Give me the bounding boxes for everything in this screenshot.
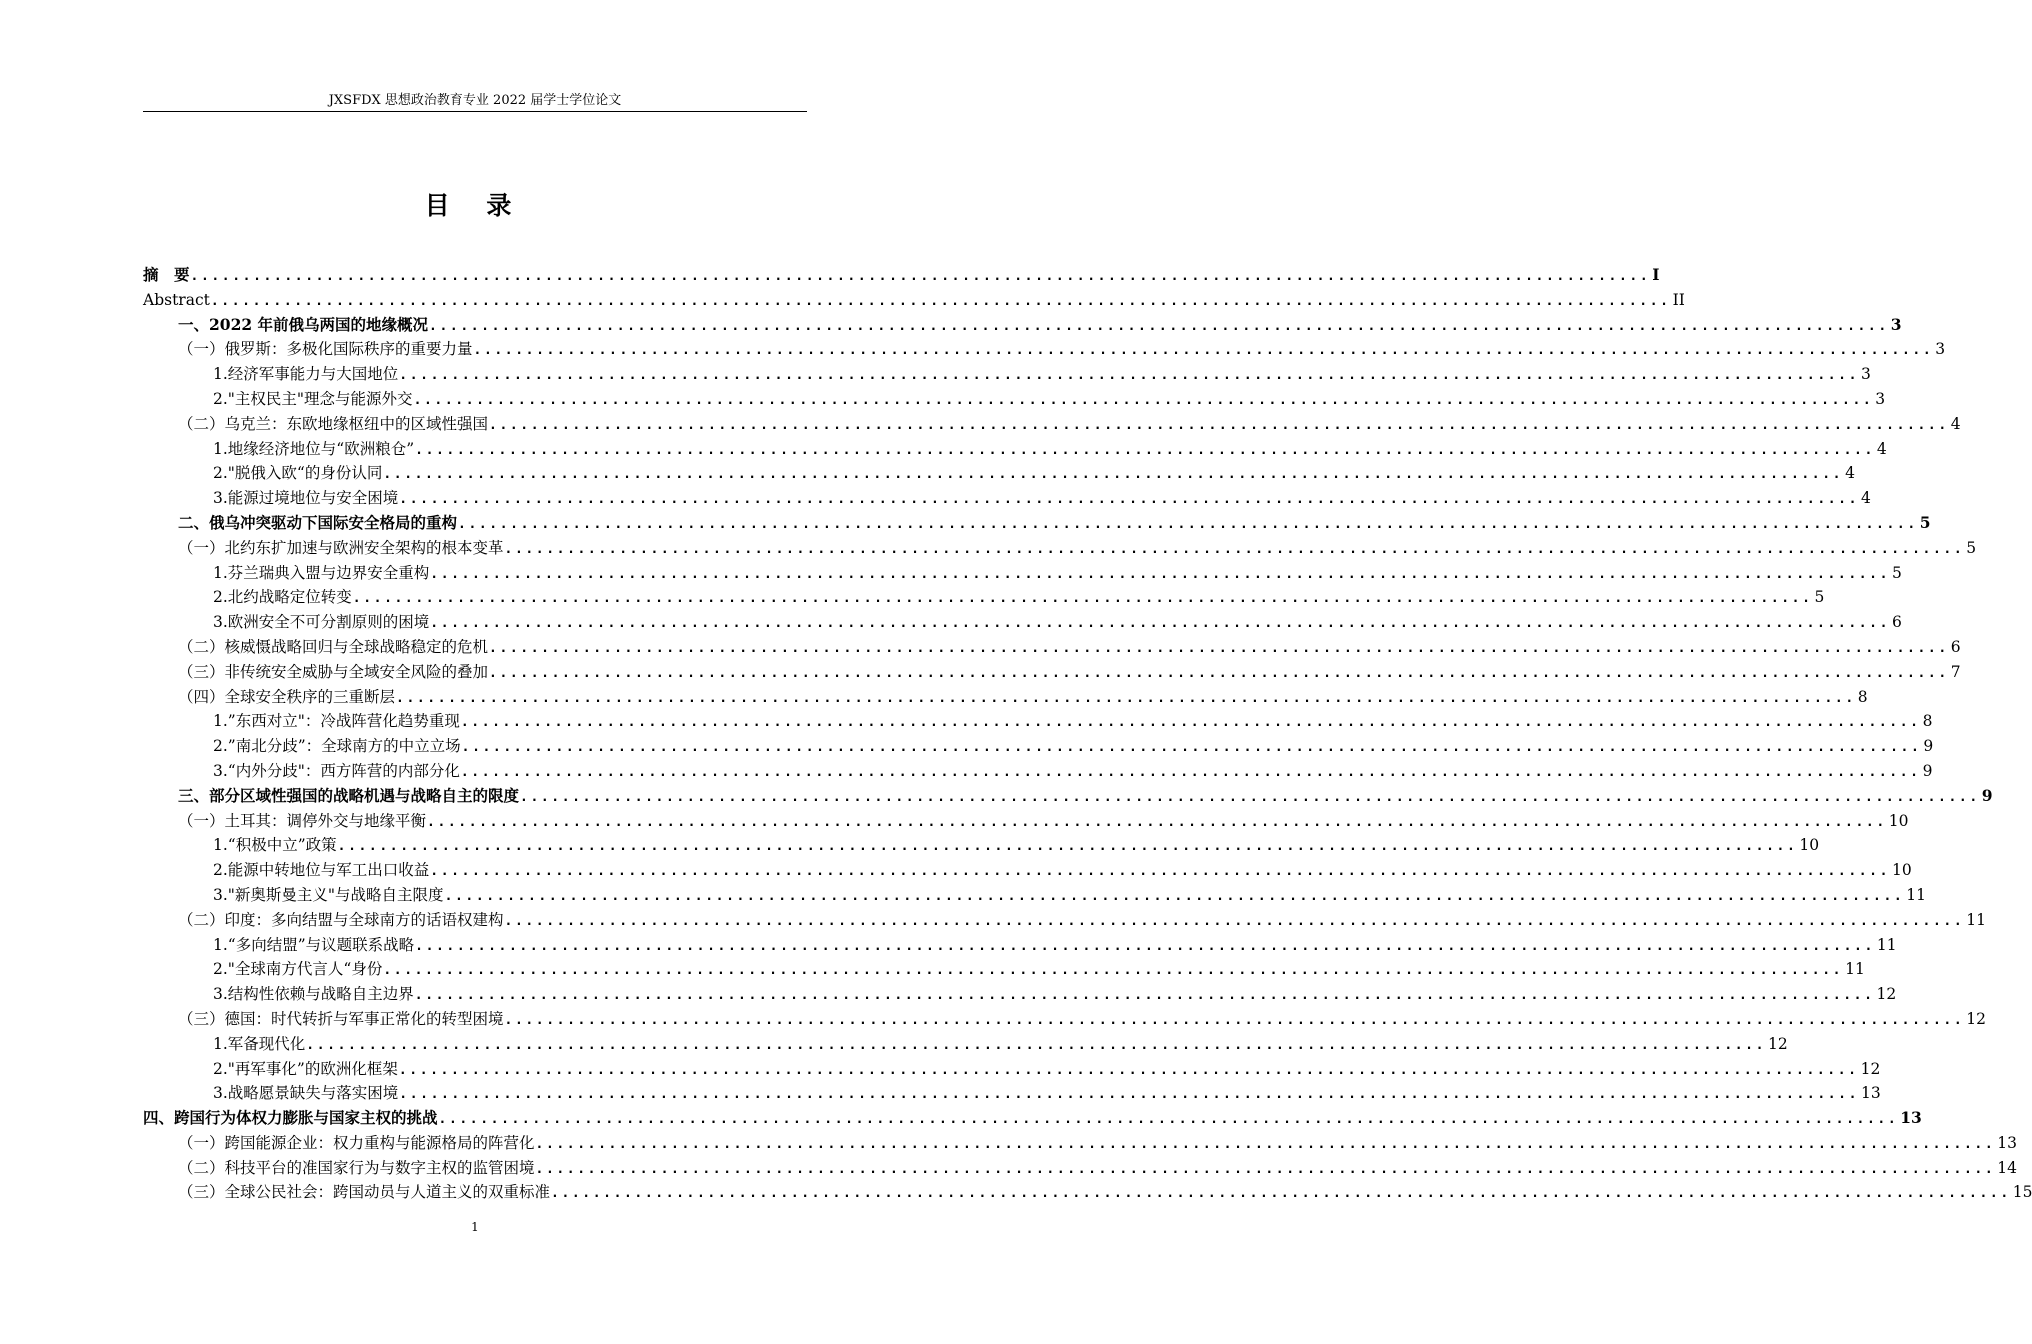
toc-entry-label: 2.”南北分歧”：全球南方的中立立场: [213, 737, 461, 756]
toc-entry[interactable]: [143, 809, 1909, 834]
toc-entry[interactable]: [143, 635, 1961, 660]
toc-entry-label: 3.结构性依赖与战略自主边界: [213, 985, 414, 1004]
toc-entry-label: 2.能源中转地位与军工出口收益: [213, 861, 430, 880]
toc-entry-label: 2.北约战略定位转变: [213, 588, 352, 607]
toc-entry[interactable]: [143, 883, 1927, 908]
toc-entry[interactable]: [143, 833, 1820, 858]
toc-leader-dots: ............................................................................................................................................: [210, 293, 1671, 309]
toc-entry-label: 3.能源过境地位与安全困境: [213, 489, 399, 508]
toc-entry[interactable]: [143, 685, 1868, 710]
toc-entry[interactable]: [143, 982, 1897, 1007]
toc-entry-label: （三）德国：时代转折与军事正常化的转型困境: [178, 1009, 504, 1028]
toc-leader-dots: ............................................................................................................................................: [504, 541, 1965, 557]
toc-entry-page: 9: [1922, 761, 1933, 780]
toc-entry-page: 5: [1966, 538, 1977, 557]
table-of-contents: [143, 263, 2032, 1205]
toc-entry-label: 3.“内外分歧"：西方阵营的内部分化: [213, 761, 460, 780]
toc-entry-label: 1.军备现代化: [213, 1034, 306, 1053]
toc-leader-dots: ............................................................................................................................................: [489, 640, 1949, 656]
toc-leader-dots: ............................................................................................................................................: [399, 368, 1860, 384]
toc-entry[interactable]: [143, 288, 1685, 313]
toc-entry[interactable]: [143, 1057, 1881, 1082]
toc-entry[interactable]: [143, 536, 1977, 561]
toc-entry-label: 四、跨国行为体权力膨胀与国家主权的挑战: [143, 1108, 438, 1128]
toc-entry[interactable]: [143, 957, 1865, 982]
toc-entry-label: 3."新奥斯曼主义"与战略自主限度: [213, 885, 444, 904]
toc-entry[interactable]: [143, 709, 1933, 734]
toc-entry-page: 13: [1900, 1108, 1922, 1128]
toc-leader-dots: ............................................................................................................................................: [504, 913, 1965, 929]
toc-leader-dots: ............................................................................................................................................: [520, 789, 1980, 805]
toc-entry-label: 2."再军事化”的欧洲化框架: [213, 1059, 398, 1078]
toc-leader-dots: ............................................................................................................................................: [551, 1186, 2011, 1202]
toc-leader-dots: ............................................................................................................................................: [444, 888, 1905, 904]
toc-entry[interactable]: [143, 908, 1986, 933]
toc-leader-dots: ............................................................................................................................................: [430, 616, 1891, 632]
toc-entry-label: 1.经济军事能力与大国地位: [213, 365, 399, 384]
toc-entry-page: II: [1672, 290, 1685, 309]
toc-entry-page: 6: [1950, 637, 1961, 656]
toc-entry-label: 摘 要: [143, 265, 190, 284]
toc-entry-label: 1.地缘经济地位与“欧洲粮仓”: [213, 439, 415, 458]
toc-entry[interactable]: [143, 660, 1961, 685]
toc-entry[interactable]: [143, 933, 1897, 958]
toc-entry-label: 3.欧洲安全不可分割原则的困境: [213, 613, 430, 632]
toc-entry-label: 1.芬兰瑞典入盟与边界安全重构: [213, 563, 430, 582]
toc-entry-label: （一）北约东扩加速与欧洲安全架构的根本变革: [178, 538, 504, 557]
toc-entry-page: 15: [2012, 1183, 2032, 1202]
toc-entry[interactable]: [143, 610, 1902, 635]
toc-entry[interactable]: [143, 461, 1855, 486]
toc-entry-page: 5: [1892, 563, 1902, 582]
toc-entry-page: 9: [1923, 737, 1934, 756]
toc-entry[interactable]: [143, 437, 1887, 462]
toc-leader-dots: ............................................................................................................................................: [415, 938, 1875, 954]
page-number: 1: [471, 1220, 479, 1234]
running-header: JXSFDX 思想政治教育专业 2022 届学士学位论文: [328, 93, 622, 108]
header-rule: [143, 111, 807, 112]
toc-entry-page: 5: [1919, 512, 1931, 532]
toc-entry-label: 2."全球南方代言人“身份: [213, 960, 383, 979]
toc-entry[interactable]: [143, 734, 1934, 759]
toc-entry-label: 1.“多向结盟”与议题联系战略: [213, 935, 415, 954]
toc-entry-page: 3: [1875, 389, 1886, 408]
toc-leader-dots: ............................................................................................................................................: [415, 442, 1875, 458]
toc-leader-dots: ............................................................................................................................................: [438, 1112, 1899, 1128]
toc-entry-page: 6: [1892, 613, 1902, 632]
toc-entry[interactable]: [143, 1081, 1881, 1106]
toc-title: 目 录: [424, 191, 526, 220]
toc-entry[interactable]: [143, 585, 1825, 610]
toc-entry-page: 3: [1935, 340, 1946, 359]
toc-leader-dots: ............................................................................................................................................: [430, 864, 1891, 880]
toc-entry-page: 9: [1981, 785, 1993, 805]
toc-entry-label: 一、2022 年前俄乌两国的地缘概况: [178, 314, 429, 334]
toc-entry-label: 三、部分区域性强国的战略机遇与战略自主的限度: [178, 785, 520, 805]
toc-entry[interactable]: [143, 412, 1961, 437]
toc-leader-dots: ............................................................................................................................................: [461, 740, 1922, 756]
toc-entry-label: （四）全球安全秩序的三重断层: [178, 687, 396, 706]
toc-entry-page: 12: [1860, 1059, 1881, 1078]
toc-leader-dots: ............................................................................................................................................: [399, 1087, 1860, 1103]
toc-leader-dots: ............................................................................................................................................: [430, 566, 1891, 582]
toc-entry-label: （一）土耳其：调停外交与地缘平衡: [178, 811, 427, 830]
toc-entry-page: 7: [1950, 662, 1961, 681]
toc-entry-label: 3.战略愿景缺失与落实困境: [213, 1084, 399, 1103]
toc-entry-label: 1.“积极中立”政策: [213, 836, 337, 855]
toc-entry-label: 2."主权民主"理念与能源外交: [213, 389, 413, 408]
toc-leader-dots: ............................................................................................................................................: [383, 963, 1844, 979]
toc-entry[interactable]: [143, 263, 1660, 288]
toc-leader-dots: ............................................................................................................................................: [396, 690, 1856, 706]
toc-entry-page: 4: [1950, 414, 1961, 433]
toc-entry-page: 4: [1845, 464, 1855, 483]
toc-entry[interactable]: [143, 1180, 2032, 1205]
toc-leader-dots: ............................................................................................................................................: [190, 269, 1651, 284]
toc-entry[interactable]: [143, 561, 1902, 586]
toc-leader-dots: ............................................................................................................................................: [460, 715, 1921, 731]
toc-leader-dots: ............................................................................................................................................: [504, 1012, 1965, 1028]
toc-leader-dots: ............................................................................................................................................: [352, 591, 1813, 607]
toc-entry-page: 4: [1861, 489, 1871, 508]
toc-leader-dots: ............................................................................................................................................: [383, 467, 1844, 483]
toc-entry[interactable]: [143, 1032, 1788, 1057]
toc-entry[interactable]: [143, 511, 1931, 536]
toc-entry-label: （一）跨国能源企业：权力重构与能源格局的阵营化: [178, 1133, 535, 1152]
toc-entry-page: 13: [1861, 1084, 1881, 1103]
toc-entry[interactable]: [143, 1007, 1986, 1032]
toc-entry-page: 14: [1997, 1158, 2017, 1177]
toc-entry[interactable]: [143, 362, 1871, 387]
toc-entry[interactable]: [143, 759, 1933, 784]
toc-entry-label: 2."脱俄入欧“的身份认同: [213, 464, 383, 483]
toc-entry-label: （三）非传统安全威胁与全域安全风险的叠加: [178, 662, 489, 681]
toc-entry-label: （二）乌克兰：东欧地缘枢纽中的区域性强国: [178, 414, 489, 433]
toc-entry[interactable]: [143, 784, 1993, 809]
toc-entry-page: 11: [1966, 910, 1986, 929]
toc-leader-dots: ............................................................................................................................................: [398, 1062, 1859, 1078]
toc-entry-page: 12: [1966, 1009, 1986, 1028]
toc-entry[interactable]: [143, 1106, 1922, 1131]
toc-entry-page: 13: [1997, 1133, 2017, 1152]
toc-entry-label: （三）全球公民社会：跨国动员与人道主义的双重标准: [178, 1183, 551, 1202]
toc-leader-dots: ............................................................................................................................................: [306, 1037, 1767, 1053]
toc-leader-dots: ............................................................................................................................................: [473, 343, 1934, 359]
toc-entry-page: 12: [1876, 985, 1897, 1004]
toc-entry-label: （二）印度：多向结盟与全球南方的话语权建构: [178, 910, 504, 929]
toc-entry-label: 二、俄乌冲突驱动下国际安全格局的重构: [178, 512, 458, 532]
toc-entry[interactable]: [143, 387, 1886, 412]
toc-entry-page: 10: [1888, 811, 1909, 830]
toc-entry-label: （一）俄罗斯：多极化国际秩序的重要力量: [178, 340, 473, 359]
toc-leader-dots: ............................................................................................................................................: [458, 516, 1918, 532]
toc-leader-dots: ............................................................................................................................................: [489, 665, 1949, 681]
toc-leader-dots: ............................................................................................................................................: [427, 814, 1887, 830]
toc-leader-dots: ............................................................................................................................................: [414, 988, 1875, 1004]
toc-entry-page: 10: [1892, 861, 1912, 880]
toc-entry[interactable]: [143, 1156, 2017, 1181]
toc-entry[interactable]: [143, 858, 1912, 883]
toc-entry-page: 10: [1799, 836, 1820, 855]
toc-entry-label: （二）科技平台的准国家行为与数字主权的监管困境: [178, 1158, 535, 1177]
toc-leader-dots: ............................................................................................................................................: [337, 839, 1798, 855]
toc-entry[interactable]: [143, 337, 1946, 362]
toc-entry-page: 5: [1814, 588, 1825, 607]
toc-entry-page: 8: [1922, 712, 1933, 731]
toc-entry[interactable]: [143, 486, 1871, 511]
toc-leader-dots: ............................................................................................................................................: [535, 1161, 1996, 1177]
toc-leader-dots: ............................................................................................................................................: [413, 392, 1874, 408]
toc-leader-dots: ............................................................................................................................................: [429, 318, 1889, 334]
toc-entry-page: 11: [1906, 885, 1927, 904]
toc-entry-label: Abstract: [143, 290, 210, 309]
toc-leader-dots: ............................................................................................................................................: [535, 1136, 1996, 1152]
toc-entry-page: 3: [1861, 365, 1871, 384]
toc-leader-dots: ............................................................................................................................................: [460, 764, 1921, 780]
toc-entry-page: 12: [1768, 1034, 1788, 1053]
toc-entry-page: 4: [1876, 439, 1887, 458]
toc-entry[interactable]: [143, 1131, 2017, 1156]
toc-entry-page: 3: [1890, 314, 1902, 334]
toc-entry-label: （二）核威慑战略回归与全球战略稳定的危机: [178, 637, 489, 656]
toc-entry[interactable]: [143, 313, 1902, 338]
toc-entry-label: 1.”东西对立"：冷战阵营化趋势重现: [213, 712, 460, 731]
toc-entry-page: 11: [1845, 960, 1865, 979]
toc-entry-page: 11: [1876, 935, 1897, 954]
toc-entry-page: I: [1652, 265, 1660, 284]
toc-leader-dots: ............................................................................................................................................: [399, 492, 1860, 508]
toc-leader-dots: ............................................................................................................................................: [489, 417, 1949, 433]
toc-entry-page: 8: [1857, 687, 1868, 706]
